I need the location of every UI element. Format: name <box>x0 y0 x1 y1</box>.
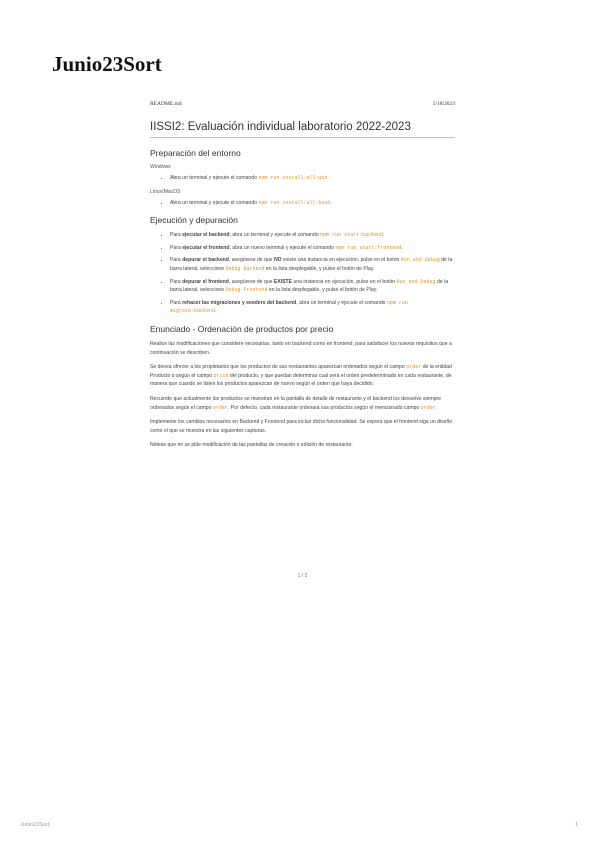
inner-page-number: 1 / 2 <box>297 573 308 579</box>
document-content <box>150 121 455 450</box>
item-text: de la barra lateral, seleccione <box>170 278 449 294</box>
item-text: , asegúrese de que <box>228 278 274 285</box>
list-item <box>170 231 455 240</box>
item-tail: . <box>401 244 403 251</box>
item-bold: ejecutar el frontend <box>182 244 230 251</box>
item-text: una instancia en ejecución, pulse en el botón <box>292 278 397 285</box>
item-text: existe una instancia en ejecución, pulse en el botón <box>281 257 401 264</box>
code-snippet: Run and Debug <box>396 278 436 285</box>
code-snippet: npm run start:frontend <box>335 244 402 251</box>
item-text: de la barra lateral, seleccione <box>170 257 453 272</box>
item-tail: en la lista desplegable, y pulse el botón de Play. <box>264 265 375 272</box>
item-text: , abra un nuevo terminal y ejecute el comando <box>229 244 336 251</box>
paragraph-text: . Por defecto, cada restaurante ordenará sus productos según el mencionado campo <box>227 404 421 411</box>
section-title-ejecucion: Ejecución y depuración <box>150 215 238 226</box>
item-bold: rehacer las migraciones y seeders del backend <box>182 299 297 306</box>
list-item <box>170 244 455 253</box>
ejecucion-list <box>150 231 455 316</box>
windows-label: Windows <box>150 164 171 170</box>
item-tail: en la lista desplegable, y pulse el botón de Play. <box>267 287 378 294</box>
code-snippet: price <box>213 372 229 379</box>
list-item <box>170 199 455 208</box>
linux-label: Linux/MacOS <box>150 188 181 195</box>
document-title: Junio23Sort <box>52 52 162 76</box>
paragraph-text: Se desea ofrecer a los propietarios que los productos de sus restaurantes aparezcan ordenados según el campo <box>150 364 407 371</box>
item-text: Abra un terminal y ejecute el comando <box>170 175 259 181</box>
code-snippet: Run and Debug <box>400 257 440 264</box>
item-text: , abra un terminal y ejecute el comando <box>229 232 321 239</box>
paragraph-text: de la entidad Producto o según el campo <box>150 364 452 379</box>
item-bold: ejecutar el backend <box>182 232 230 239</box>
paragraph-text: del producto, y que puedan determinar cual será el orden predeterminado en cada restaurante, de manera que cuando se listen los productos aparezcan de nuevo según el orden que haya decidido. <box>150 372 452 388</box>
code-snippet: npm run install:all:bash <box>258 199 331 206</box>
item-tail: . <box>330 199 332 206</box>
item-text: Para <box>170 232 183 239</box>
paragraph <box>150 395 455 412</box>
paragraph <box>150 363 455 389</box>
item-tail: . <box>327 175 329 181</box>
list-item <box>170 256 455 273</box>
paragraph: Implemente los cambios necesarios en Backend y Frontend para incluir dicha funcionalidad. Se espera que el frontend siga un diseño como el que se muestra en las siguientes capturas. <box>150 419 453 434</box>
code-snippet: order <box>406 364 422 371</box>
code-snippet: npm run install:all:win <box>258 175 328 181</box>
list-item <box>170 299 455 316</box>
paragraph: Realice las modificaciones que considere necesarias, tanto en backend como en frontend, para satisfacer los nuevos requisitos que a continuación se describen. <box>150 340 452 356</box>
item-text: Para <box>170 299 183 306</box>
list-item <box>170 278 455 295</box>
item-text: Para <box>170 257 183 264</box>
code-snippet: order <box>420 404 436 411</box>
main-title: IISSI2: Evaluación individual laboratorio 2022-2023 <box>150 121 455 138</box>
code-snippet: npm run start:backend <box>320 232 384 239</box>
item-bold: NO <box>273 257 282 264</box>
paragraph-text: Recuerde que actualmente los productos se muestran en la pantalla de detalle de restaurante y el backend los devuelve siempre ordenados según el campo <box>150 395 442 411</box>
item-bold: depurar el frontend <box>182 278 229 285</box>
item-tail: . <box>215 308 217 315</box>
code-snippet: Debug Backend <box>225 265 265 272</box>
section-title-enunciado: Enunciado - Ordenación de productos por precio <box>150 323 334 334</box>
item-text: Abra un terminal y ejecute el comando <box>170 199 259 206</box>
item-bold: EXISTE <box>273 278 293 285</box>
windows-list <box>150 174 455 183</box>
inner-page-header <box>150 101 455 107</box>
code-snippet: Debug Frontend <box>225 287 268 294</box>
item-tail: . <box>383 232 385 239</box>
paragraph-text: . <box>435 404 438 411</box>
linux-list <box>150 199 455 208</box>
list-item <box>170 174 455 183</box>
footer-page-number: 1 <box>575 822 579 828</box>
item-text: , abra un terminal y ejecute el comando <box>296 299 387 306</box>
inner-header-date: 5/18/2023 <box>432 101 455 107</box>
footer-title: Junio23Sort <box>20 822 50 828</box>
code-snippet: npm run migrate:backend <box>170 299 408 315</box>
item-text: , asegúrese de que <box>228 257 274 264</box>
item-text: Para <box>170 244 183 251</box>
code-snippet: order <box>212 404 228 411</box>
item-bold: depurar el backend <box>182 257 229 264</box>
paragraph: Nótese que no se pide modificación de las pantallas de creación o edición de restaurante. <box>150 442 353 449</box>
item-text: Para <box>170 278 183 285</box>
inner-header-filename: README.md <box>150 101 182 107</box>
section-title-preparacion: Preparación del entorno <box>150 148 241 158</box>
